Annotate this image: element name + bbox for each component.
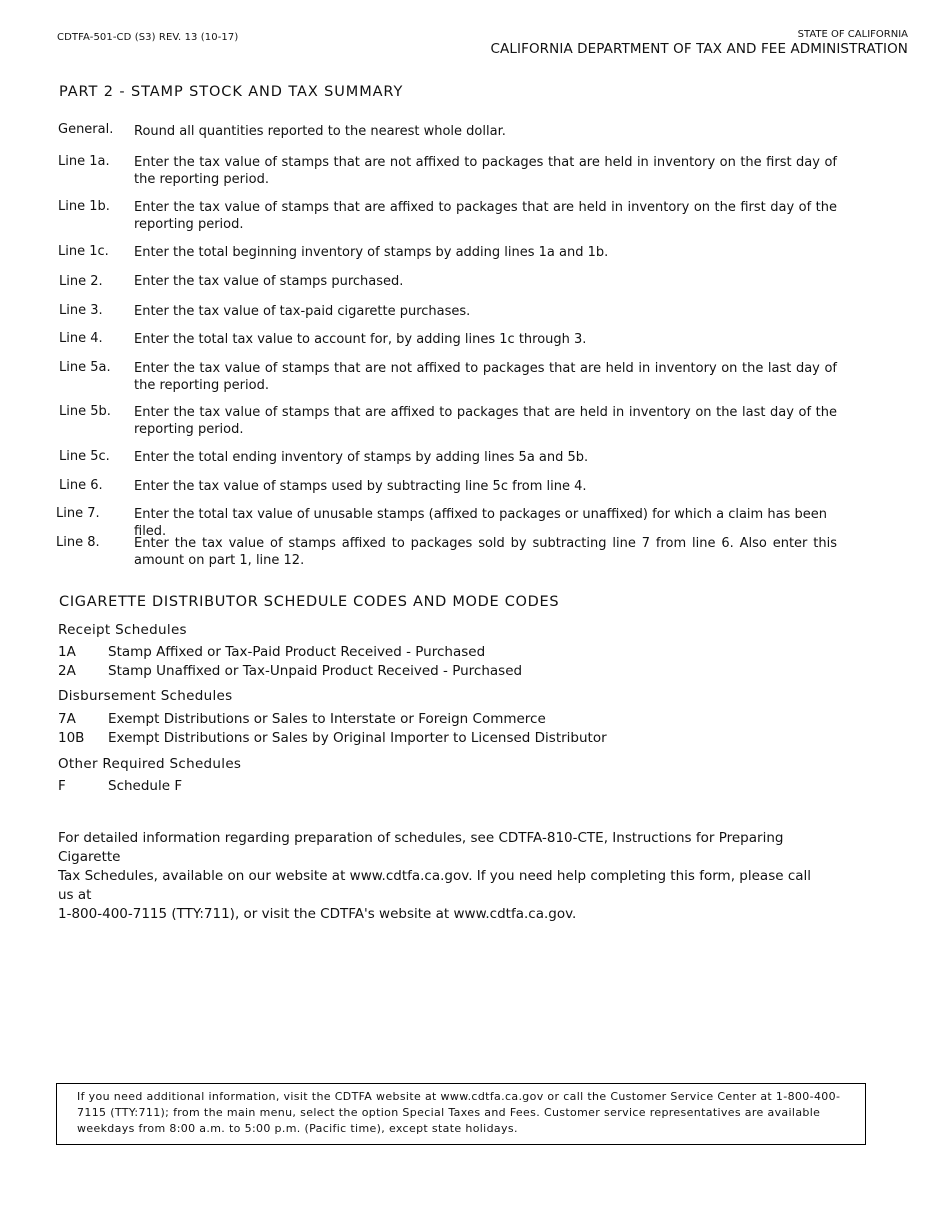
line-text: Enter the tax value of stamps affixed to packages sold by subtracting line 7 from line 6. Also enter this amount on part 1, line 12. — [134, 536, 837, 568]
line-text: Enter the tax value of stamps that are affixed to packages that are held in inventory on the last day of the reporting period. — [134, 405, 837, 437]
line-label: Line 5c. — [59, 449, 110, 464]
line-label: Line 7. — [56, 506, 100, 521]
schedule-description: Schedule F — [108, 778, 183, 794]
line-text: Enter the tax value of stamps purchased. — [134, 274, 404, 289]
line-label: Line 4. — [59, 331, 103, 346]
line-label: Line 5a. — [59, 360, 111, 375]
line-text: Enter the tax value of stamps that are not affixed to packages that are held in inventory on the last day of the reporting period. — [134, 361, 837, 393]
line-text: Enter the total beginning inventory of stamps by adding lines 1a and 1b. — [134, 245, 609, 260]
schedule-description: Stamp Unaffixed or Tax-Unpaid Product Received - Purchased — [108, 663, 523, 679]
line-text: Enter the tax value of tax-paid cigarette purchases. — [134, 304, 471, 319]
line-text: Enter the total tax value to account for, by adding lines 1c through 3. — [134, 332, 587, 347]
line-label: General. — [58, 122, 114, 137]
receipt-schedules-title: Receipt Schedules — [58, 622, 187, 638]
schedule-description: Exempt Distributions or Sales to Interstate or Foreign Commerce — [108, 711, 546, 727]
line-text: Round all quantities reported to the nearest whole dollar. — [134, 124, 506, 139]
footer-text: If you need additional information, visit the CDTFA website at www.cdtfa.ca.gov or call the Customer Service Center at 1-800-400-7115 (TTY:711); from the main menu, select the option Special Taxes and Fees. Customer service representatives are available weekdays from 8:00 a.m. to 5:00 p.m. (Pacific time), except state holidays. — [77, 1090, 841, 1135]
detail-line: 1-800-400-7115 (TTY:711), or visit the CDTFA's website at www.cdtfa.ca.gov. — [58, 906, 577, 922]
detail-line: Tax Schedules, available on our website at www.cdtfa.ca.gov. If you need help completing this form, please call us at — [58, 868, 812, 903]
schedule-description: Stamp Affixed or Tax-Paid Product Received - Purchased — [108, 644, 486, 660]
line-text: Enter the tax value of stamps that are not affixed to packages that are held in inventory on the first day of the reporting period. — [134, 155, 837, 187]
line-label: Line 5b. — [59, 404, 111, 419]
schedule-description: Exempt Distributions or Sales by Original Importer to Licensed Distributor — [108, 730, 607, 746]
line-text: Enter the tax value of stamps used by subtracting line 5c from line 4. — [134, 479, 587, 494]
line-label: Line 2. — [59, 274, 103, 289]
detail-line: For detailed information regarding preparation of schedules, see CDTFA-810-CTE, Instructions for Preparing Cigarette — [58, 830, 784, 865]
disbursement-schedules-title: Disbursement Schedules — [58, 688, 233, 704]
line-label: Line 1b. — [58, 199, 110, 214]
schedule-code: 1A — [58, 644, 76, 660]
line-label: Line 6. — [59, 478, 103, 493]
line-label: Line 1a. — [58, 154, 110, 169]
line-text: Enter the tax value of stamps that are affixed to packages that are held in inventory on the first day of the reporting period. — [134, 200, 837, 232]
schedule-codes-title: CIGARETTE DISTRIBUTOR SCHEDULE CODES AND MODE CODES — [59, 594, 560, 610]
schedule-code: F — [58, 778, 66, 794]
other-schedules-title: Other Required Schedules — [58, 756, 242, 772]
form-id: CDTFA-501-CD (S3) REV. 13 (10-17) — [57, 32, 239, 43]
line-label: Line 8. — [56, 535, 100, 550]
schedule-code: 10B — [58, 730, 85, 746]
line-label: Line 3. — [59, 303, 103, 318]
schedule-code: 7A — [58, 711, 76, 727]
detail-paragraph — [58, 829, 818, 924]
footer-info-box — [56, 1083, 866, 1145]
line-label: Line 1c. — [58, 244, 109, 259]
line-text: Enter the total ending inventory of stamps by adding lines 5a and 5b. — [134, 450, 589, 465]
schedule-code: 2A — [58, 663, 76, 679]
part2-title: PART 2 - STAMP STOCK AND TAX SUMMARY — [59, 84, 404, 100]
line-text: Enter the total tax value of unusable stamps (affixed to packages or unaffixed) for which a claim has been filed. — [134, 507, 827, 539]
state-label: STATE OF CALIFORNIA — [797, 29, 908, 40]
department-name: CALIFORNIA DEPARTMENT OF TAX AND FEE ADMINISTRATION — [490, 41, 908, 57]
